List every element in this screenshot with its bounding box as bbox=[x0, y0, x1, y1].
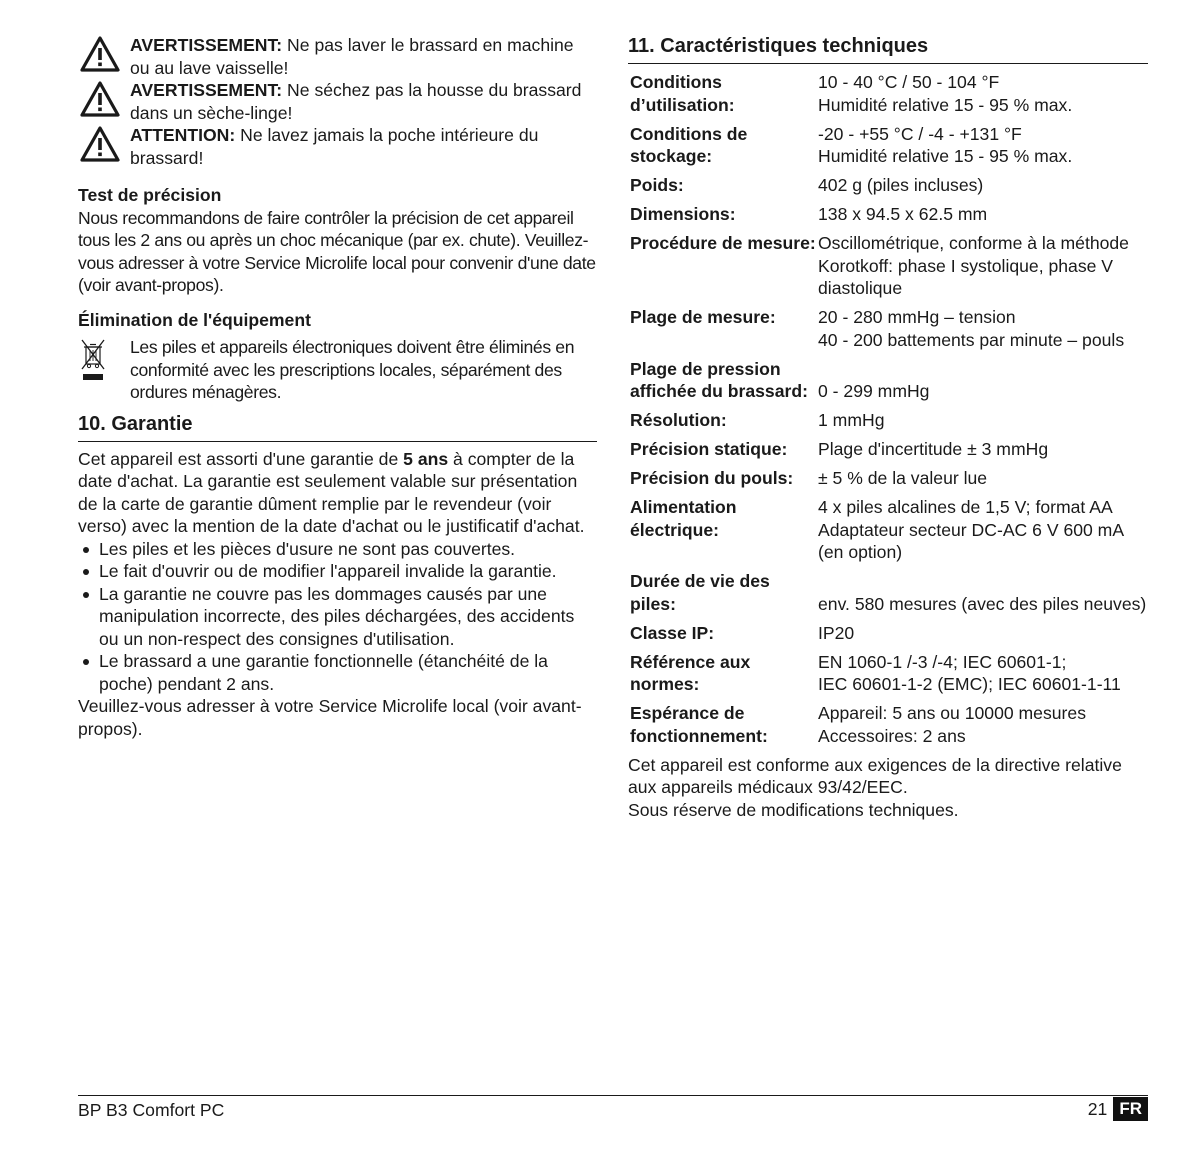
disposal-heading: Élimination de l'équipement bbox=[78, 309, 311, 330]
left-column bbox=[78, 34, 597, 740]
spec-label: Poids: bbox=[630, 175, 684, 195]
spec-value: 4 x piles alcalines de 1,5 V; format AA Adaptateur secteur DC-AC 6 V 600 mA (en option) bbox=[818, 497, 1124, 562]
disposal-text: Les piles et appareils électroniques doivent être éliminés en conformité avec les prescriptions locales, séparément des ordures ménagères. bbox=[130, 337, 575, 402]
spec-label: Résolution: bbox=[630, 410, 727, 430]
spec-label: Plage de pression affichée du brassard: bbox=[630, 358, 808, 401]
specifications-table bbox=[628, 71, 1148, 747]
spec-row bbox=[628, 306, 1148, 351]
spec-value: Oscillométrique, conforme à la méthode Korotkoff: phase I systolique, phase V diastolique bbox=[818, 233, 1129, 298]
warning-text: Ne pas laver le brassard en machine ou au lave vaisselle! bbox=[130, 35, 574, 78]
warning-triangle-icon bbox=[80, 36, 120, 72]
spec-value: 10 - 40 °C / 50 - 104 °F Humidité relative 15 - 95 % max. bbox=[818, 72, 1073, 115]
spec-label: Alimentation électrique: bbox=[630, 497, 737, 540]
warranty-exclusions-list bbox=[78, 538, 597, 696]
spec-value: 402 g (piles incluses) bbox=[818, 175, 984, 195]
page-number: 21 bbox=[1087, 1098, 1108, 1119]
footer-divider bbox=[78, 1095, 1148, 1096]
spec-row bbox=[628, 467, 1148, 490]
warranty-text bbox=[78, 448, 597, 538]
warning-label: AVERTISSEMENT: bbox=[130, 35, 283, 55]
accuracy-test-heading: Test de précision bbox=[78, 185, 222, 205]
caution-inner-pocket bbox=[78, 124, 597, 169]
spec-value: 20 - 280 mmHg – tension 40 - 200 battements par minute – pouls bbox=[818, 307, 1125, 350]
crossed-bin-icon bbox=[80, 338, 106, 386]
spec-value: ± 5 % de la valeur lue bbox=[818, 468, 988, 488]
spec-label: Durée de vie des piles: bbox=[630, 571, 770, 614]
spec-label: Conditions de stockage: bbox=[630, 123, 748, 166]
specifications-heading: 11. Caractéristiques techniques bbox=[628, 34, 1148, 64]
compliance-note: Cet appareil est conforme aux exigences de la directive relative aux appareils médicaux 93/42/EEC. Sous réserve de modifications techniques. bbox=[628, 754, 1122, 820]
accuracy-test-text: Nous recommandons de faire contrôler la précision de cet appareil tous les 2 ans ou après un choc mécanique (par ex. chute). Veuillez-vous adresser à votre Service Microlife local pour convenir d'une date (voir avant-propos). bbox=[78, 207, 596, 295]
spec-row bbox=[628, 71, 1148, 116]
warning-label: AVERTISSEMENT: bbox=[130, 80, 283, 100]
spec-label: Classe IP: bbox=[630, 622, 715, 643]
footer-page-info bbox=[1088, 1097, 1148, 1121]
right-column bbox=[628, 34, 1148, 821]
warranty-duration: 5 ans bbox=[403, 448, 449, 469]
spec-label: Précision statique: bbox=[630, 439, 788, 459]
spec-value: EN 1060-1 /-3 /-4; IEC 60601-1; IEC 60601-1-2 (EMC); IEC 60601-1-11 bbox=[818, 651, 1121, 694]
spec-row bbox=[628, 232, 1148, 300]
caution-label: ATTENTION: bbox=[130, 125, 236, 145]
language-badge: FR bbox=[1113, 1097, 1148, 1121]
spec-row bbox=[628, 570, 1148, 615]
list-item: Le fait d'ouvrir ou de modifier l'appareil invalide la garantie. bbox=[78, 560, 597, 583]
spec-label: Plage de mesure: bbox=[630, 307, 776, 327]
list-item: La garantie ne couvre pas les dommages causés par une manipulation incorrecte, des piles déchargées, des accidents ou un non-respect des consignes d'utilisation. bbox=[78, 583, 597, 651]
warning-machine-wash bbox=[78, 34, 597, 79]
spec-row bbox=[628, 123, 1148, 168]
spec-value: env. 580 mesures (avec des piles neuves) bbox=[818, 593, 1147, 614]
spec-row bbox=[628, 651, 1148, 696]
spec-label: Précision du pouls: bbox=[630, 468, 794, 488]
spec-label: Espérance de fonctionnement: bbox=[630, 703, 768, 746]
caution-text: Ne lavez jamais la poche intérieure du brassard! bbox=[130, 125, 539, 168]
spec-value: Appareil: 5 ans ou 10000 mesures Accessoires: 2 ans bbox=[818, 703, 1086, 746]
spec-label: Référence aux normes: bbox=[630, 651, 751, 694]
warning-text: Ne séchez pas la housse du brassard dans un sèche-linge! bbox=[130, 80, 582, 123]
spec-row bbox=[628, 174, 1148, 197]
spec-row bbox=[628, 622, 1148, 645]
spec-row bbox=[628, 702, 1148, 747]
disposal-block bbox=[78, 336, 597, 404]
spec-row bbox=[628, 358, 1148, 403]
footer-model: BP B3 Comfort PC bbox=[78, 1100, 225, 1120]
spec-label: Dimensions: bbox=[630, 204, 736, 224]
warning-dryer bbox=[78, 79, 597, 124]
warranty-closing: Veuillez-vous adresser à votre Service Microlife local (voir avant-propos). bbox=[78, 696, 582, 739]
warranty-heading: 10. Garantie bbox=[78, 412, 597, 442]
warning-triangle-icon bbox=[80, 81, 120, 117]
warning-triangle-icon bbox=[80, 126, 120, 162]
spec-row bbox=[628, 409, 1148, 432]
spec-row bbox=[628, 438, 1148, 461]
spec-value: 138 x 94.5 x 62.5 mm bbox=[818, 204, 988, 224]
spec-value: 1 mmHg bbox=[818, 410, 885, 430]
list-item: Le brassard a une garantie fonctionnelle (étanchéité de la poche) pendant 2 ans. bbox=[78, 650, 597, 695]
spec-value: -20 - +55 °C / -4 - +131 °F Humidité relative 15 - 95 % max. bbox=[818, 123, 1073, 166]
list-item: Les piles et les pièces d'usure ne sont pas couvertes. bbox=[78, 538, 597, 561]
spec-label: Conditions d’utilisation: bbox=[630, 72, 735, 115]
spec-value: 0 - 299 mmHg bbox=[818, 381, 930, 401]
spec-row bbox=[628, 496, 1148, 564]
spec-label: Procédure de mesure: bbox=[630, 233, 816, 253]
spec-row bbox=[628, 203, 1148, 226]
warranty-text-part: Cet appareil est assorti d'une garantie de bbox=[78, 448, 404, 469]
spec-value: IP20 bbox=[818, 622, 855, 643]
warranty-text-part: à compter de la date d'achat. La garantie est seulement valable sur présentation de la carte de garantie dûment remplie par le revendeur (voir verso) avec la mention de la date d'achat ou le justificatif d'achat. bbox=[78, 448, 585, 536]
spec-value: Plage d'incertitude ± 3 mmHg bbox=[818, 439, 1049, 459]
